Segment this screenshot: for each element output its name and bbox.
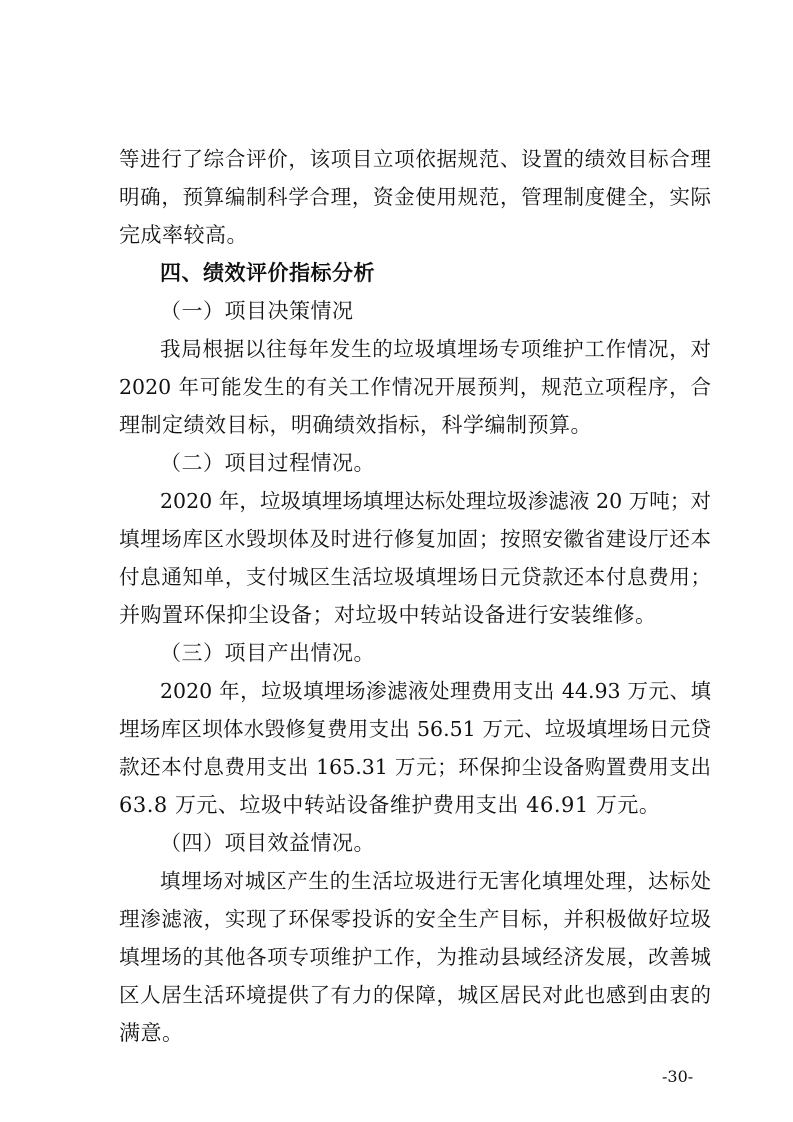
subsection-heading: （三）项目产出情况。 [160,641,375,665]
subsection-heading: （二）项目过程情况。 [160,451,375,475]
section-heading: 四、绩效评价指标分析 [160,261,375,285]
paragraph-line: 63.8 万元、垃圾中转站设备维护费用支出 46.91 万元。 [119,793,661,817]
paragraph-line: 款还本付息费用支出 165.31 万元；环保抑尘设备购置费用支出 [119,755,711,779]
paragraph-line: 2020 年可能发生的有关工作情况开展预判，规范立项程序，合 [119,375,711,399]
paragraph-line: 填埋场库区水毁坝体及时进行修复加固；按照安徽省建设厅还本 [119,527,711,551]
paragraph-line: 埋场库区坝体水毁修复费用支出 56.51 万元、垃圾填埋场日元贷 [119,717,711,741]
paragraph-line: 付息通知单，支付城区生活垃圾填埋场日元贷款还本付息费用； [119,565,711,589]
paragraph-line: 我局根据以往每年发生的垃圾填埋场专项维护工作情况，对 [160,337,711,361]
paragraph-line: 理渗滤液，实现了环保零投诉的安全生产目标，并积极做好垃圾 [119,907,711,931]
paragraph-line: 完成率较高。 [119,223,248,247]
subsection-heading: （一）项目决策情况 [160,299,354,323]
paragraph-line: 填埋场对城区产生的生活垃圾进行无害化填埋处理，达标处 [160,869,711,893]
paragraph-line: 并购置环保抑尘设备；对垃圾中转站设备进行安装维修。 [119,603,657,627]
paragraph-line: 2020 年，垃圾填埋场填埋达标处理垃圾渗滤液 20 万吨；对 [160,489,711,513]
paragraph-line: 2020 年，垃圾填埋场渗滤液处理费用支出 44.93 万元、填 [160,679,711,703]
paragraph-line: 明确，预算编制科学合理，资金使用规范，管理制度健全，实际 [119,185,711,209]
paragraph-line: 填埋场的其他各项专项维护工作，为推动县域经济发展，改善城 [119,945,711,969]
subsection-heading: （四）项目效益情况。 [160,831,375,855]
paragraph-line: 满意。 [119,1021,184,1045]
paragraph-line: 等进行了综合评价，该项目立项依据规范、设置的绩效目标合理 [119,147,711,171]
paragraph-line: 理制定绩效目标，明确绩效指标，科学编制预算。 [119,413,592,437]
paragraph-line: 区人居生活环境提供了有力的保障，城区居民对此也感到由衷的 [119,983,711,1007]
page-number: -30- [662,1067,694,1086]
